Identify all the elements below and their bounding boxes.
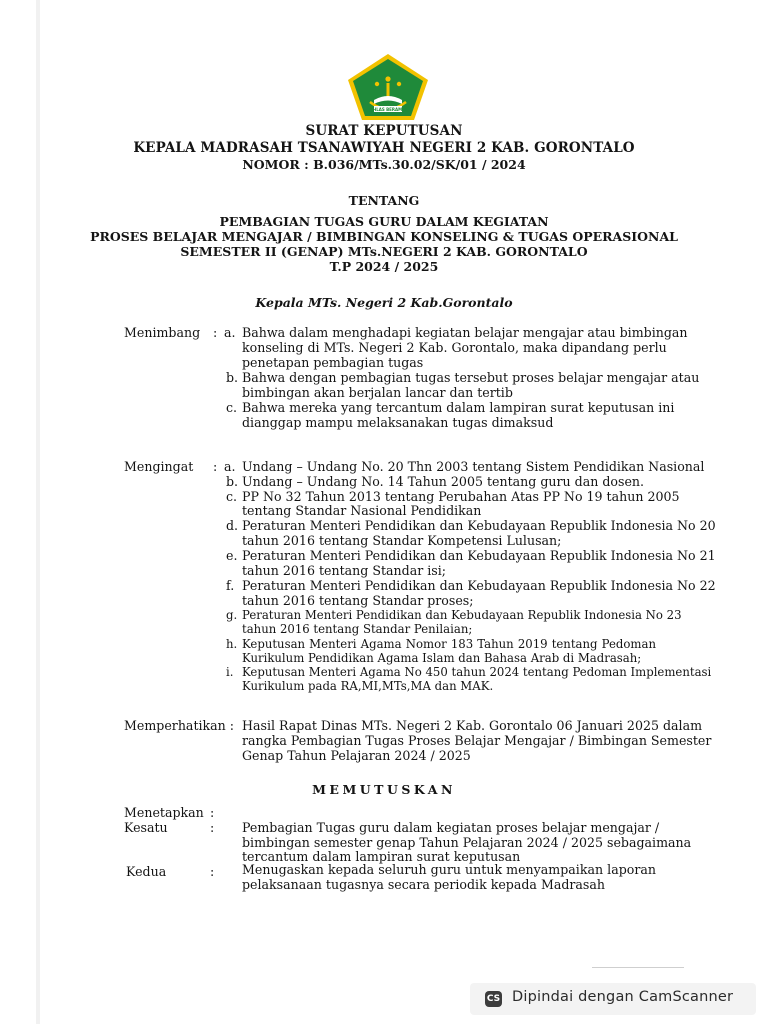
- item-letter: c.: [226, 400, 238, 415]
- item-text: Kurikulum Pendidikan Agama Islam dan Bahasa Arab di Madrasah;: [242, 651, 642, 665]
- memperhatikan-text: Genap Tahun Pelajaran 2024 / 2025: [242, 748, 471, 763]
- colon: :: [213, 459, 218, 474]
- about-label: TENTANG: [348, 193, 420, 208]
- item-letter: a.: [224, 459, 236, 474]
- subject-line-4: T.P 2024 / 2025: [329, 259, 439, 274]
- colon: :: [210, 820, 215, 835]
- item-letter: b.: [226, 370, 239, 385]
- item-text: Peraturan Menteri Pendidikan dan Kebudayaan Republik Indonesia No 20: [242, 518, 716, 533]
- kesatu-text: Pembagian Tugas guru dalam kegiatan proses belajar mengajar /: [242, 820, 660, 835]
- item-letter: e.: [226, 548, 238, 563]
- colon: :: [213, 325, 218, 340]
- item-text: Kurikulum pada RA,MI,MTs,MA dan MAK.: [242, 679, 494, 693]
- memperhatikan-text: rangka Pembagian Tugas Proses Belajar Mengajar / Bimbingan Semester: [242, 733, 712, 748]
- camscanner-icon: CS: [485, 991, 502, 1007]
- colon: :: [210, 864, 215, 879]
- kedua-text: pelaksanaan tugasnya secara periodik kepada Madrasah: [242, 877, 606, 892]
- item-letter: c.: [226, 489, 238, 504]
- kesatu-text: tercantum dalam lampiran surat keputusan: [242, 849, 521, 864]
- emblem-motto: IKHLAS BERAMAL: [368, 106, 408, 112]
- scan-edge-line: [592, 967, 684, 968]
- item-letter: a.: [224, 325, 236, 340]
- section-label-mengingat: Mengingat: [124, 459, 194, 474]
- item-text: bimbingan akan berjalan lancar dan tertib: [242, 385, 513, 400]
- item-text: tahun 2016 tentang Standar proses;: [242, 593, 474, 608]
- memperhatikan-text: Hasil Rapat Dinas MTs. Negeri 2 Kab. Gorontalo 06 Januari 2025 dalam: [242, 718, 703, 733]
- item-text: tahun 2016 tentang Standar isi;: [242, 563, 446, 578]
- item-text: Keputusan Menteri Agama No 450 tahun 2024 tentang Pedoman Implementasi: [242, 665, 712, 679]
- item-text: tahun 2016 tentang Standar Kompetensi Lulusan;: [242, 533, 562, 548]
- camscanner-watermark: [470, 983, 756, 1015]
- item-letter: f.: [226, 578, 235, 593]
- item-letter: h.: [226, 637, 238, 651]
- item-letter: b.: [226, 474, 239, 489]
- item-text: Peraturan Menteri Pendidikan dan Kebudayaan Republik Indonesia No 22: [242, 578, 716, 593]
- document-number: NOMOR : B.036/MTs.30.02/SK/01 / 2024: [242, 157, 526, 172]
- subject-line-1: PEMBAGIAN TUGAS GURU DALAM KEGIATAN: [219, 214, 549, 229]
- item-text: PP No 32 Tahun 2013 tentang Perubahan Atas PP No 19 tahun 2005: [242, 489, 680, 504]
- item-text: Peraturan Menteri Pendidikan dan Kebudayaan Republik Indonesia No 23: [242, 608, 682, 622]
- item-text: Bahwa mereka yang tercantum dalam lampiran surat keputusan ini: [242, 400, 675, 415]
- kesatu-text: bimbingan semester genap Tahun Pelajaran 2024 / 2025 sebagaimana: [242, 835, 692, 850]
- issuer-line: Kepala MTs. Negeri 2 Kab.Gorontalo: [255, 295, 513, 310]
- section-label-menimbang: Menimbang: [124, 325, 201, 340]
- item-letter: g.: [226, 608, 238, 622]
- item-text: Peraturan Menteri Pendidikan dan Kebudayaan Republik Indonesia No 21: [242, 548, 716, 563]
- item-text: Undang – Undang No. 20 Thn 2003 tentang Sistem Pendidikan Nasional: [242, 459, 705, 474]
- item-text: tentang Standar Nasional Pendidikan: [242, 503, 482, 518]
- section-label-menetapkan: Menetapkan: [124, 805, 204, 820]
- item-text: konseling di MTs. Negeri 2 Kab. Gorontalo, maka dipandang perlu: [242, 340, 667, 355]
- decision-heading: MEMUTUSKAN: [312, 782, 456, 797]
- item-text: Bahwa dalam menghadapi kegiatan belajar mengajar atau bimbingan: [242, 325, 688, 340]
- section-label-memperhatikan: Memperhatikan :: [124, 718, 235, 733]
- section-label-kesatu: Kesatu: [124, 820, 168, 835]
- item-text: Keputusan Menteri Agama Nomor 183 Tahun 2019 tentang Pedoman: [242, 637, 656, 651]
- camscanner-label: Dipindai dengan CamScanner: [512, 989, 734, 1005]
- item-text: Undang – Undang No. 14 Tahun 2005 tentang guru dan dosen.: [242, 474, 645, 489]
- kemenag-emblem-logo: [346, 52, 430, 122]
- item-letter: d.: [226, 518, 239, 533]
- kedua-text: Menugaskan kepada seluruh guru untuk menyampaikan laporan: [242, 862, 656, 877]
- document-title: SURAT KEPUTUSAN: [305, 123, 463, 139]
- colon: :: [210, 805, 215, 820]
- item-text: Bahwa dengan pembagian tugas tersebut proses belajar mengajar atau: [242, 370, 700, 385]
- item-text: penetapan pembagian tugas: [242, 355, 424, 370]
- item-text: dianggap mampu melaksanakan tugas dimaksud: [242, 415, 554, 430]
- subject-line-2: PROSES BELAJAR MENGAJAR / BIMBINGAN KONSELING & TUGAS OPERASIONAL: [90, 229, 678, 244]
- section-label-kedua: Kedua: [126, 864, 167, 879]
- item-text: tahun 2016 tentang Standar Penilaian;: [242, 622, 473, 636]
- subject-line-3: SEMESTER II (GENAP) MTs.NEGERI 2 KAB. GORONTALO: [180, 244, 588, 259]
- institution-name: KEPALA MADRASAH TSANAWIYAH NEGERI 2 KAB. GORONTALO: [133, 140, 635, 156]
- item-letter: i.: [226, 665, 234, 679]
